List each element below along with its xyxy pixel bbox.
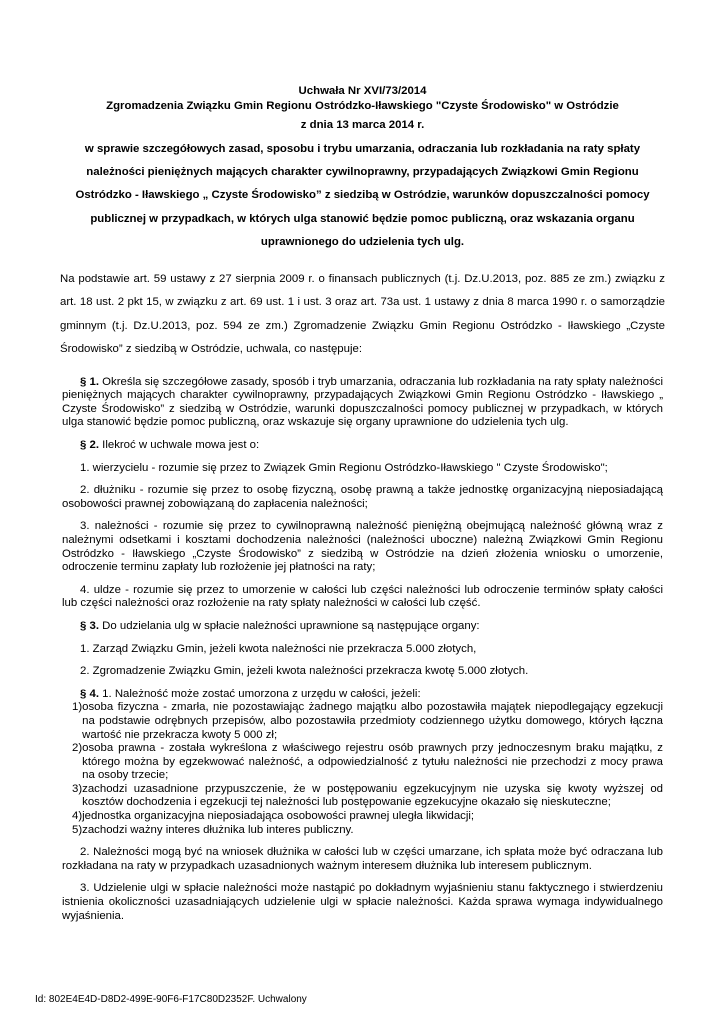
section-3-item: 1. Zarząd Związku Gmin, jeżeli kwota należności nie przekracza 5.000 złotych, <box>80 642 477 655</box>
section-2-item: 1. wierzycielu - rozumie się przez to Związek Gmin Regionu Ostródzko-Iławskiego " Czyste Środowisko"; <box>80 461 608 474</box>
document-page <box>62 84 663 923</box>
resolution-subject: w sprawie szczegółowych zasad, sposobu i trybu umarzania, odraczania lub rozkładania na raty spłaty należności pieniężnych mających charakter cywilnoprawny, przypadających Związkowi Gmin Regionu Ostródzko - Iławskiego „ Czyste Środowisko” z siedzibą w Ostródzie, warunków dopuszczalności pomocy publicznej w przypadkach, w których ulga stanowić będzie pomoc publiczną, oraz wskazania organu uprawnionego do udzielenia tych ulg. <box>75 143 650 248</box>
section-3-item: 2. Zgromadzenie Związku Gmin, jeżeli kwota należności przekracza kwotę 5.000 złotych. <box>80 665 529 678</box>
point-text: osoba fizyczna - zmarła, nie pozostawiając żadnego majątku albo pozostawiła majątek niepodlegający egzekucji na podstawie odrębnych przepisów, albo pozostawiła przedmioty codziennego użytku domowego, których łączna wartość nie przekracza kwoty 5 000 zł; <box>82 701 663 741</box>
section-3-text: Do udzielania ulg w spłacie należności uprawnione są następujące organy: <box>99 619 480 632</box>
section-2 <box>62 439 663 453</box>
section-4-point <box>62 783 663 810</box>
point-number: 3) <box>72 782 83 795</box>
point-text: jednostka organizacyjna nieposiadająca osobowości prawnej uległa likwidacji; <box>82 810 475 823</box>
section-4-text: 1. Należność może zostać umorzona z urzędu w całości, jeżeli: <box>99 687 421 700</box>
section-4-point <box>62 810 663 824</box>
section-4-paragraph-3: 3. Udzielenie ulgi w spłacie należności może nastąpić po dokładnym wyjaśnieniu stanu faktycznego i stwierdzeniu istnienia okoliczności uzasadniających udzielenie ulgi w spłacie należności. Każda sprawa wymaga indywidualnego wyjaśnienia. <box>62 882 663 922</box>
resolution-date: z dnia 13 marca 2014 r. <box>300 119 425 131</box>
section-3-mark: § 3. <box>80 619 99 632</box>
section-2-item: 4. uldze - rozumie się przez to umorzenie w całości lub części należności lub odroczenie terminów spłaty całości lub części należności oraz rozłożenie na raty spłaty należności w całości lub część. <box>62 583 663 610</box>
section-4-point <box>62 824 663 838</box>
section-1-mark: § 1. <box>80 375 100 388</box>
section-2-text: Ilekroć w uchwale mowa jest o: <box>99 439 260 452</box>
section-2-mark: § 2. <box>80 439 99 452</box>
section-1 <box>62 376 663 430</box>
resolution-title: Uchwała Nr XVI/73/2014 <box>298 85 427 97</box>
section-2-item: 3. należności - rozumie się przez to cywilnoprawną należność pieniężną obejmującą należność główną wraz z należnymi odsetkami i kosztami dochodzenia należności (należności uboczne) należną Związkowi Gmin Regionu Ostródzko - Iławskiego „Czyste Środowisko” z siedzibą w Ostródzie na dzień złożenia wniosku o umorzenie, odroczenie terminu zapłaty lub rozłożenie jej płatności na raty; <box>62 520 663 574</box>
section-4-mark: § 4. <box>80 687 99 700</box>
point-number: 4) <box>72 810 83 823</box>
document-id-footer: Id: 802E4E4D-D8D2-499E-90F6-F17C80D2352F. Uchwalony <box>35 994 307 1005</box>
issuing-body: Zgromadzenia Związku Gmin Regionu Ostródzko-Iławskiego "Czyste Środowisko" w Ostródzie <box>106 100 619 112</box>
point-number: 1) <box>72 701 83 714</box>
section-3 <box>62 620 663 634</box>
section-1-text: Określa się szczegółowe zasady, sposób i tryb umarzania, odraczania lub rozkładania na raty spłaty należności pieniężnych mających charakter cywilnoprawny, przypadających Związkowi Gmin Regionu Ostródzko - Iławskiego „ Czyste Środowisko” z siedzibą w Ostródzie, warunki dopuszczalności pomocy publicznej w przypadkach, w których ulga stanowić będzie pomoc publiczną, oraz wskazuje się organy uprawnione do udzielenia tych ulg. <box>62 375 663 429</box>
section-4-paragraph-2: 2. Należności mogą być na wniosek dłużnika w całości lub w części umarzane, ich spłata może być odraczana lub rozkładana na raty w przypadkach uzasadnionych ważnym interesem dłużnika lub interesem publicznym. <box>62 846 663 872</box>
section-4-point <box>62 701 663 742</box>
point-text: zachodzi ważny interes dłużnika lub interes publiczny. <box>82 823 354 836</box>
section-2-item: 2. dłużniku - rozumie się przez to osobę fizyczną, osobę prawną a także jednostkę organizacyjną nieposiadającą osobowości prawnej zobowiązaną do zapłacenia należności; <box>62 484 663 510</box>
section-4-point <box>62 742 663 783</box>
document-header <box>62 84 663 254</box>
point-number: 2) <box>72 742 83 755</box>
point-text: zachodzi uzasadnione przypuszczenie, że w postępowaniu egzekucyjnym nie uzyska się kwoty wyższej od kosztów dochodzenia i egzekucji tej należności lub postępowanie egzekucyjne okazało się nieskuteczne; <box>82 782 663 809</box>
legal-basis: Na podstawie art. 59 ustawy z 27 sierpnia 2009 r. o finansach publicznych (t.j. Dz.U.2013, poz. 885 ze zm.) związku z art. 18 ust. 2 pkt 15, w związku z art. 69 ust. 1 i ust. 3 oraz art. 73a ust. 1 ustawy z dnia 8 marca 1990 r. o samorządzie gminnym (t.j. Dz.U.2013, poz. 594 ze zm.) Zgromadzenie Związku Gmin Regionu Ostródzko - Iławskiego „Czyste Środowisko” z siedzibą w Ostródzie, uchwala, co następuje: <box>60 273 665 356</box>
point-number: 5) <box>72 823 83 836</box>
section-4 <box>62 688 663 702</box>
point-text: osoba prawna - została wykreślona z właściwego rejestru osób prawnych przy jednoczesnym braku majątku, z którego można by egzekwować należność, a odpowiedzialność z tytułu należności nie przechodzi z mocy prawa na osoby trzecie; <box>82 742 663 782</box>
